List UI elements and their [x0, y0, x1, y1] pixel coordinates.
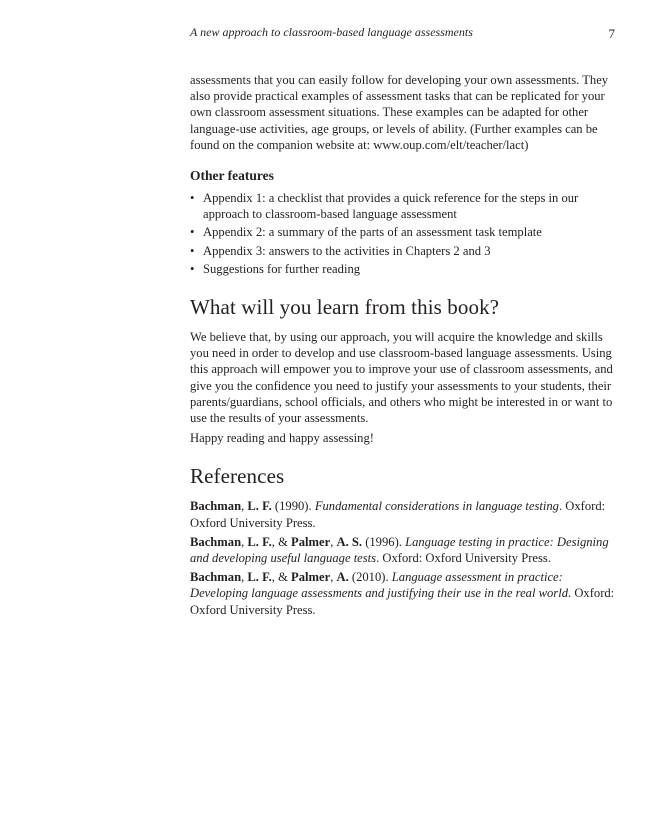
- author-initials: A. S.: [336, 534, 363, 549]
- references-list: [190, 498, 617, 617]
- references-heading: References: [190, 464, 285, 489]
- publisher: . Oxford: Oxford University Press.: [190, 586, 615, 617]
- author-surname: Bachman: [190, 570, 242, 585]
- author-initials: L. F.: [247, 534, 272, 549]
- list-item-text: Suggestions for further reading: [203, 261, 361, 276]
- reference-entry: [190, 534, 617, 566]
- bullet-icon: •: [190, 261, 195, 276]
- intro-paragraph: assessments that you can easily follow for developing your own assessments. They also provide practical examples of assessment tasks that can be replicated for your own classroom assessment situations. These examples can be adapted for other language-use activities, age groups, or levels of ability. (Further examples can be found on the companion website at: www.oup.com/elt/teacher/lact): [190, 73, 609, 152]
- list-item: [190, 243, 617, 259]
- page-body: [190, 72, 617, 621]
- author-surname: Palmer: [291, 534, 331, 549]
- list-item-text: Appendix 2: a summary of the parts of an assessment task template: [203, 225, 542, 240]
- author-initials: A.: [336, 570, 349, 585]
- list-item: [190, 261, 617, 277]
- learn-heading: What will you learn from this book?: [190, 295, 500, 320]
- year: (1990).: [271, 499, 315, 514]
- list-item: [190, 190, 617, 222]
- reference-entry: [190, 498, 617, 530]
- closing-line: Happy reading and happy assessing!: [190, 431, 374, 446]
- reference-title: Fundamental considerations in language testing: [314, 499, 559, 514]
- author-initials: L. F.: [247, 499, 272, 514]
- author-surname: Bachman: [190, 499, 242, 514]
- bullet-icon: •: [190, 191, 195, 206]
- list-item-text: Appendix 3: answers to the activities in Chapters 2 and 3: [203, 243, 491, 258]
- list-item: [190, 224, 617, 240]
- reference-title: Language assessment in practice: Developing language assessments and justifying their use in the real world: [190, 570, 569, 601]
- author-initials: L. F.: [247, 570, 272, 585]
- features-list: [190, 190, 617, 277]
- separator: ,: [241, 499, 248, 514]
- year: (2010).: [348, 570, 392, 585]
- separator: ,: [330, 534, 337, 549]
- separator: , &: [271, 534, 292, 549]
- other-features-heading: Other features: [190, 168, 274, 184]
- publisher: . Oxford: Oxford University Press.: [376, 551, 551, 566]
- separator: ,: [241, 534, 248, 549]
- learn-paragraph: We believe that, by using our approach, you will acquire the knowledge and skills you need in order to develop and use classroom-based language assessments. Using this approach will empower you to improve your use of classroom assessments, and give you the confidence you need to justify your assessments to your students, their parents/guardians, school officials, and others who might be interested in or want to use the results of your assessments.: [190, 330, 613, 426]
- author-surname: Palmer: [291, 570, 331, 585]
- bullet-icon: •: [190, 243, 195, 258]
- list-item-text: Appendix 1: a checklist that provides a quick reference for the steps in our approach to classroom-based language assessment: [203, 191, 579, 222]
- separator: ,: [330, 570, 337, 585]
- reference-title: Language testing in practice: Designing and developing useful language tests: [190, 534, 609, 566]
- separator: ,: [241, 570, 248, 585]
- reference-entry: [190, 569, 617, 618]
- year: (1996).: [362, 534, 406, 549]
- publisher: . Oxford: Oxford University Press.: [190, 499, 606, 530]
- page-number: 7: [608, 26, 615, 41]
- running-head: A new approach to classroom-based language assessments: [190, 25, 473, 39]
- author-surname: Bachman: [190, 534, 242, 549]
- bullet-icon: •: [190, 225, 195, 240]
- separator: , &: [271, 570, 292, 585]
